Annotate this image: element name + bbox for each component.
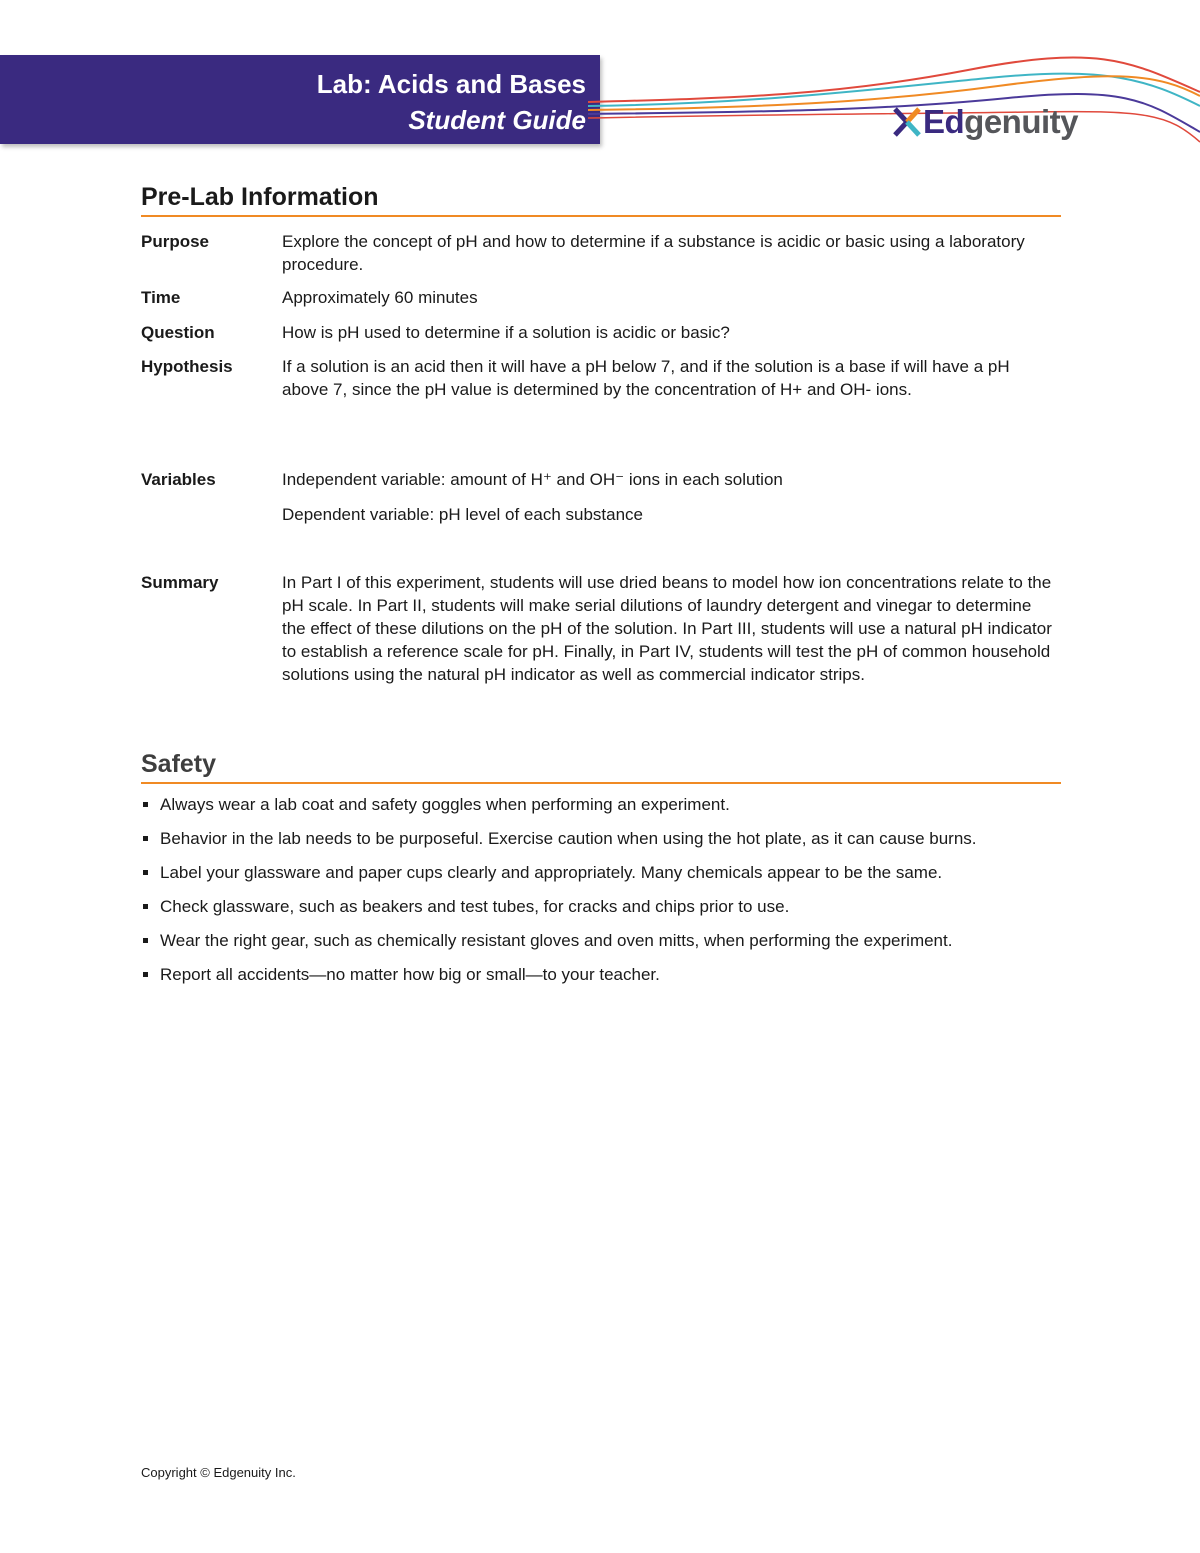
square-bullet-icon bbox=[143, 870, 148, 875]
list-item: Report all accidents—no matter how big or small—to your teacher. bbox=[141, 963, 1051, 986]
safety-heading: Safety bbox=[141, 750, 1061, 784]
info-row-variables bbox=[141, 468, 1057, 526]
x-mark-icon bbox=[893, 107, 921, 137]
copyright-footer: Copyright © Edgenuity Inc. bbox=[141, 1465, 296, 1480]
document-title: Lab: Acids and Bases bbox=[316, 69, 586, 99]
info-label: Time bbox=[141, 288, 181, 307]
square-bullet-icon bbox=[143, 972, 148, 977]
info-label: Purpose bbox=[141, 232, 210, 251]
square-bullet-icon bbox=[143, 938, 148, 943]
document-subtitle: Student Guide bbox=[408, 105, 586, 135]
header-band bbox=[0, 55, 600, 144]
list-item: Wear the right gear, such as chemically resistant gloves and oven mitts, when performing the experiment. bbox=[141, 929, 1051, 952]
info-value: If a solution is an acid then it will have a pH below 7, and if the solution is a base if will have a pH above 7, since the pH value is determined by the concentration of H+ and OH- ions. bbox=[282, 357, 1010, 399]
info-label: Variables bbox=[141, 470, 216, 489]
info-label: Summary bbox=[141, 573, 219, 592]
info-row-hypothesis bbox=[141, 355, 1057, 401]
square-bullet-icon bbox=[143, 904, 148, 909]
edgenuity-logo bbox=[893, 102, 1078, 142]
logo-wordmark: Edgenuity bbox=[923, 103, 1079, 140]
list-item: Always wear a lab coat and safety goggles when performing an experiment. bbox=[141, 793, 1051, 816]
list-item: Check glassware, such as beakers and test tubes, for cracks and chips prior to use. bbox=[141, 895, 1051, 918]
info-label: Hypothesis bbox=[141, 357, 233, 376]
info-value: How is pH used to determine if a solution is acidic or basic? bbox=[282, 323, 730, 342]
info-value: Explore the concept of pH and how to determine if a substance is acidic or basic using a laboratory procedure. bbox=[282, 232, 1025, 274]
info-value: In Part I of this experiment, students will use dried beans to model how ion concentrations relate to the pH scale. In Part II, students will make serial dilutions of laundry detergent and vinegar to determine the effect of these dilutions on the pH of the solution. In Part III, students will use a natural pH indicator to establish a reference scale for pH. Finally, in Part IV, students will test the pH of common household solutions using the natural pH indicator as well as commercial indicator strips. bbox=[282, 573, 1052, 684]
square-bullet-icon bbox=[143, 836, 148, 841]
info-value: Independent variable: amount of H⁺ and OH⁻ ions in each solution Dependent variable: pH level of each substance bbox=[282, 470, 783, 524]
info-row-purpose bbox=[141, 230, 1057, 276]
info-label: Question bbox=[141, 323, 215, 342]
list-item: Label your glassware and paper cups clearly and appropriately. Many chemicals appear to be the same. bbox=[141, 861, 1051, 884]
info-value: Approximately 60 minutes bbox=[282, 288, 478, 307]
info-row-question bbox=[141, 321, 1057, 344]
list-item: Behavior in the lab needs to be purposeful. Exercise caution when using the hot plate, as it can cause burns. bbox=[141, 827, 1051, 850]
info-row-summary bbox=[141, 571, 1057, 686]
square-bullet-icon bbox=[143, 802, 148, 807]
safety-list bbox=[141, 793, 1051, 997]
prelab-heading: Pre-Lab Information bbox=[141, 183, 1061, 217]
info-row-time bbox=[141, 286, 1057, 309]
